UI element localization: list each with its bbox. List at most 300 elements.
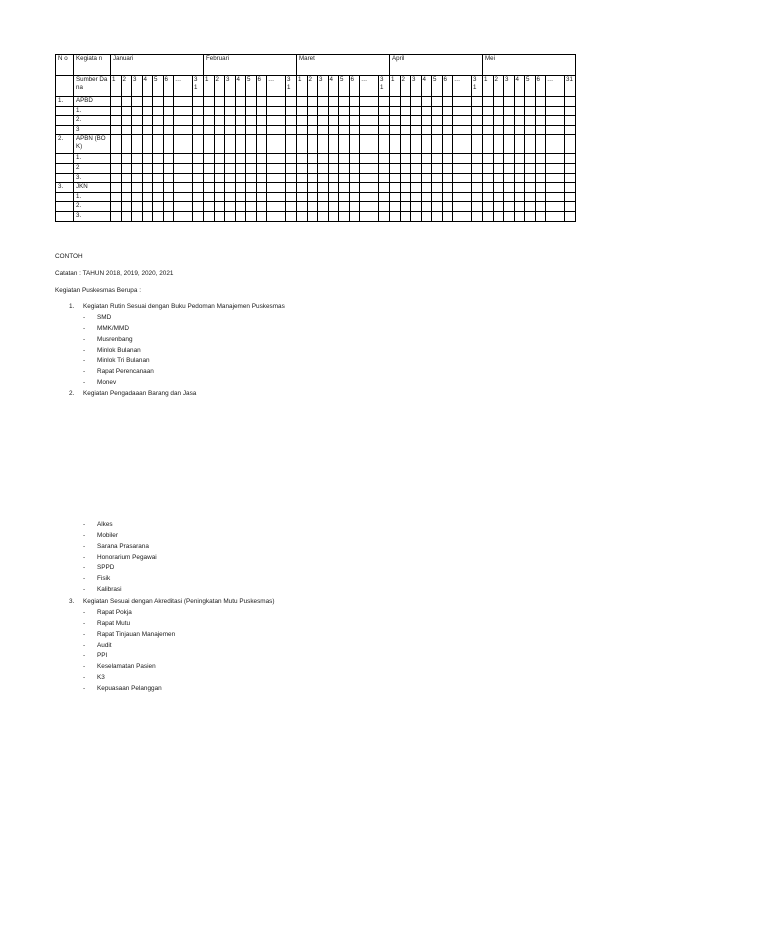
schedule-cell xyxy=(286,173,297,183)
schedule-cell xyxy=(442,163,453,173)
schedule-cell xyxy=(297,183,308,193)
schedule-cell xyxy=(525,116,536,126)
schedule-cell xyxy=(256,202,267,212)
schedule-cell xyxy=(121,106,132,116)
schedule-cell xyxy=(360,202,379,212)
schedule-cell xyxy=(307,97,318,107)
schedule-cell xyxy=(256,192,267,202)
schedule-cell xyxy=(142,97,153,107)
schedule-cell xyxy=(235,116,246,126)
schedule-cell xyxy=(483,125,494,135)
schedule-cell xyxy=(453,116,472,126)
schedule-cell xyxy=(193,97,204,107)
schedule-cell xyxy=(504,97,515,107)
day-cell: 4 xyxy=(421,76,432,97)
day-cell: 4 xyxy=(328,76,339,97)
schedule-cell xyxy=(360,125,379,135)
schedule-cell xyxy=(214,125,225,135)
schedule-cell xyxy=(318,125,329,135)
schedule-cell xyxy=(349,125,360,135)
schedule-cell xyxy=(411,192,422,202)
row-number: 2. xyxy=(56,135,74,154)
schedule-cell xyxy=(297,116,308,126)
schedule-cell xyxy=(432,202,443,212)
schedule-cell xyxy=(360,116,379,126)
schedule-cell xyxy=(565,125,576,135)
schedule-cell xyxy=(349,173,360,183)
schedule-cell xyxy=(472,106,483,116)
schedule-cell xyxy=(432,211,443,221)
schedule-cell xyxy=(493,97,504,107)
section-3-number: 3. xyxy=(69,598,75,605)
schedule-cell xyxy=(525,173,536,183)
day-cell: 2 xyxy=(307,76,318,97)
table-row xyxy=(56,192,576,202)
schedule-cell xyxy=(453,135,472,154)
schedule-cell xyxy=(379,116,390,126)
schedule-cell xyxy=(174,97,193,107)
schedule-cell xyxy=(225,192,236,202)
schedule-cell xyxy=(493,135,504,154)
row-label: 1. xyxy=(74,192,111,202)
schedule-cell xyxy=(514,135,525,154)
schedule-cell xyxy=(256,163,267,173)
schedule-cell xyxy=(318,163,329,173)
day-cell: 6 xyxy=(349,76,360,97)
day-cell: 2 xyxy=(121,76,132,97)
schedule-cell xyxy=(360,192,379,202)
day-cell: … xyxy=(453,76,472,97)
dash-bullet: - xyxy=(83,357,86,365)
schedule-cell xyxy=(432,183,443,193)
schedule-cell xyxy=(307,173,318,183)
section-1-heading xyxy=(69,302,285,313)
schedule-cell xyxy=(267,106,286,116)
schedule-cell xyxy=(546,154,565,164)
schedule-cell xyxy=(442,183,453,193)
schedule-cell xyxy=(525,135,536,154)
month-header-januari: Januari xyxy=(111,55,204,76)
schedule-cell xyxy=(286,135,297,154)
schedule-cell xyxy=(483,173,494,183)
schedule-cell xyxy=(142,163,153,173)
list-item xyxy=(83,520,157,531)
schedule-cell xyxy=(390,135,401,154)
schedule-cell xyxy=(256,116,267,126)
schedule-cell xyxy=(153,125,164,135)
schedule-cell xyxy=(286,125,297,135)
schedule-cell xyxy=(214,97,225,107)
schedule-cell xyxy=(132,135,143,154)
schedule-cell xyxy=(174,192,193,202)
schedule-cell xyxy=(390,154,401,164)
schedule-cell xyxy=(193,116,204,126)
schedule-cell xyxy=(349,154,360,164)
schedule-cell xyxy=(225,116,236,126)
schedule-cell xyxy=(286,154,297,164)
schedule-cell xyxy=(235,173,246,183)
schedule-cell xyxy=(328,173,339,183)
schedule-cell xyxy=(421,135,432,154)
month-header-april: April xyxy=(390,55,483,76)
row-number: 3. xyxy=(56,183,74,193)
table-row xyxy=(56,154,576,164)
row-label: APBD xyxy=(74,97,111,107)
schedule-cell xyxy=(163,202,174,212)
schedule-cell xyxy=(400,116,411,126)
schedule-cell xyxy=(514,211,525,221)
dash-bullet: - xyxy=(83,324,86,332)
schedule-cell xyxy=(214,211,225,221)
schedule-cell xyxy=(411,183,422,193)
dash-bullet: - xyxy=(83,684,86,692)
schedule-cell xyxy=(286,106,297,116)
schedule-cell xyxy=(339,106,350,116)
schedule-cell xyxy=(235,97,246,107)
schedule-cell xyxy=(472,97,483,107)
list-item-text: Kalibrasi xyxy=(97,586,122,594)
schedule-cell xyxy=(360,173,379,183)
schedule-cell xyxy=(225,163,236,173)
schedule-cell xyxy=(546,173,565,183)
table-row xyxy=(56,163,576,173)
schedule-cell xyxy=(204,163,215,173)
day-cell: 3 xyxy=(132,76,143,97)
list-item-text: Honorarium Pegawai xyxy=(97,553,157,561)
schedule-cell xyxy=(411,163,422,173)
schedule-cell xyxy=(267,183,286,193)
schedule-cell xyxy=(225,202,236,212)
row-label: 1. xyxy=(74,106,111,116)
schedule-cell xyxy=(546,183,565,193)
schedule-cell xyxy=(225,173,236,183)
schedule-cell xyxy=(379,106,390,116)
schedule-cell xyxy=(339,163,350,173)
schedule-cell xyxy=(535,202,546,212)
schedule-cell xyxy=(546,211,565,221)
schedule-cell xyxy=(297,106,308,116)
day-cell: 3 1 xyxy=(286,76,297,97)
schedule-cell xyxy=(525,97,536,107)
schedule-cell xyxy=(504,202,515,212)
dash-bullet: - xyxy=(83,531,86,539)
schedule-cell xyxy=(483,97,494,107)
section-2-number: 2. xyxy=(69,390,75,397)
schedule-cell xyxy=(565,135,576,154)
schedule-cell xyxy=(142,202,153,212)
day-cell: 3 1 xyxy=(379,76,390,97)
schedule-cell xyxy=(174,154,193,164)
schedule-cell xyxy=(514,192,525,202)
schedule-cell xyxy=(214,202,225,212)
schedule-cell xyxy=(246,116,257,126)
schedule-cell xyxy=(360,183,379,193)
schedule-cell xyxy=(390,163,401,173)
day-cell: 2 xyxy=(214,76,225,97)
schedule-cell xyxy=(360,154,379,164)
schedule-cell xyxy=(360,135,379,154)
schedule-cell xyxy=(267,97,286,107)
schedule-cell xyxy=(142,135,153,154)
schedule-cell xyxy=(297,125,308,135)
schedule-cell xyxy=(111,125,122,135)
schedule-cell xyxy=(225,183,236,193)
schedule-cell xyxy=(142,116,153,126)
schedule-cell xyxy=(256,173,267,183)
schedule-cell xyxy=(214,192,225,202)
section-3-heading xyxy=(69,597,275,608)
schedule-cell xyxy=(453,211,472,221)
schedule-cell xyxy=(400,173,411,183)
schedule-cell xyxy=(163,192,174,202)
header-kegiatan: Kegiata n xyxy=(74,55,111,76)
schedule-cell xyxy=(349,163,360,173)
dash-bullet: - xyxy=(83,674,86,682)
schedule-cell xyxy=(483,106,494,116)
schedule-cell xyxy=(421,211,432,221)
schedule-cell xyxy=(235,135,246,154)
schedule-cell xyxy=(514,125,525,135)
section-3-items xyxy=(83,608,176,695)
schedule-cell xyxy=(267,202,286,212)
schedule-cell xyxy=(267,211,286,221)
day-cell: 6 xyxy=(256,76,267,97)
schedule-cell xyxy=(483,202,494,212)
schedule-cell xyxy=(174,202,193,212)
schedule-cell xyxy=(379,97,390,107)
schedule-cell xyxy=(504,173,515,183)
schedule-cell xyxy=(483,135,494,154)
schedule-cell xyxy=(286,116,297,126)
schedule-cell xyxy=(535,211,546,221)
schedule-cell xyxy=(267,116,286,126)
schedule-cell xyxy=(504,135,515,154)
schedule-cell xyxy=(256,97,267,107)
schedule-cell xyxy=(535,106,546,116)
schedule-cell xyxy=(339,192,350,202)
row-number xyxy=(56,173,74,183)
list-item-text: Audit xyxy=(97,641,112,649)
schedule-cell xyxy=(246,163,257,173)
schedule-cell xyxy=(286,97,297,107)
schedule-cell xyxy=(421,183,432,193)
row-number xyxy=(56,106,74,116)
schedule-cell xyxy=(214,173,225,183)
schedule-cell xyxy=(256,211,267,221)
schedule-cell xyxy=(349,116,360,126)
schedule-cell xyxy=(163,154,174,164)
row-label: 2. xyxy=(74,116,111,126)
schedule-cell xyxy=(214,154,225,164)
schedule-cell xyxy=(504,211,515,221)
list-item-text: Sarana Prasarana xyxy=(97,542,149,550)
schedule-cell xyxy=(246,106,257,116)
row-label: 3. xyxy=(74,173,111,183)
dash-bullet: - xyxy=(83,652,86,660)
day-cell: 31 xyxy=(565,76,576,97)
list-item-text: Rapat Perencanaan xyxy=(97,368,154,376)
schedule-cell xyxy=(483,163,494,173)
list-item-text: PPI xyxy=(97,652,108,660)
schedule-cell xyxy=(514,116,525,126)
list-item-text: Rapat Mutu xyxy=(97,619,131,627)
day-cell: 5 xyxy=(339,76,350,97)
section-2 xyxy=(69,389,197,400)
schedule-cell xyxy=(204,135,215,154)
list-item-text: K3 xyxy=(97,674,105,682)
schedule-cell xyxy=(318,202,329,212)
schedule-cell xyxy=(514,163,525,173)
schedule-cell xyxy=(153,202,164,212)
schedule-cell xyxy=(174,106,193,116)
dash-bullet: - xyxy=(83,314,86,321)
schedule-cell xyxy=(565,97,576,107)
schedule-cell xyxy=(132,106,143,116)
schedule-cell xyxy=(514,183,525,193)
schedule-cell xyxy=(432,192,443,202)
schedule-cell xyxy=(514,173,525,183)
schedule-cell xyxy=(360,106,379,116)
day-cell: 3 xyxy=(318,76,329,97)
schedule-cell xyxy=(546,163,565,173)
schedule-cell xyxy=(267,125,286,135)
table-row xyxy=(56,135,576,154)
schedule-cell xyxy=(193,211,204,221)
row-label: 2. xyxy=(74,202,111,212)
schedule-cell xyxy=(525,211,536,221)
schedule-cell xyxy=(163,135,174,154)
schedule-cell xyxy=(339,125,350,135)
day-cell: 1 xyxy=(390,76,401,97)
day-cell: 6 xyxy=(442,76,453,97)
schedule-cell xyxy=(483,211,494,221)
dash-bullet: - xyxy=(83,564,86,572)
schedule-cell xyxy=(328,183,339,193)
schedule-cell xyxy=(535,97,546,107)
list-item xyxy=(83,313,154,324)
schedule-cell xyxy=(307,106,318,116)
schedule-cell xyxy=(525,125,536,135)
list-item xyxy=(83,367,154,378)
dash-bullet: - xyxy=(83,663,86,671)
schedule-cell xyxy=(267,135,286,154)
schedule-cell xyxy=(525,183,536,193)
schedule-cell xyxy=(390,116,401,126)
schedule-cell xyxy=(565,116,576,126)
list-item xyxy=(83,553,157,564)
schedule-cell xyxy=(472,192,483,202)
schedule-cell xyxy=(297,173,308,183)
schedule-cell xyxy=(421,192,432,202)
schedule-cell xyxy=(504,154,515,164)
schedule-cell xyxy=(174,125,193,135)
schedule-cell xyxy=(132,211,143,221)
schedule-table xyxy=(55,54,576,222)
schedule-cell xyxy=(339,173,350,183)
schedule-cell xyxy=(379,211,390,221)
schedule-cell xyxy=(472,183,483,193)
schedule-cell xyxy=(525,202,536,212)
schedule-cell xyxy=(472,211,483,221)
schedule-cell xyxy=(307,192,318,202)
day-cell: 3 xyxy=(411,76,422,97)
schedule-cell xyxy=(318,97,329,107)
schedule-cell xyxy=(565,192,576,202)
schedule-cell xyxy=(390,183,401,193)
schedule-cell xyxy=(379,183,390,193)
schedule-cell xyxy=(421,116,432,126)
schedule-cell xyxy=(328,97,339,107)
schedule-cell xyxy=(400,183,411,193)
schedule-cell xyxy=(525,106,536,116)
schedule-cell xyxy=(453,173,472,183)
section-2-title: Kegiatan Pengadaaan Barang dan Jasa xyxy=(83,390,197,397)
day-cell: 6 xyxy=(535,76,546,97)
schedule-cell xyxy=(565,183,576,193)
schedule-cell xyxy=(504,106,515,116)
schedule-cell xyxy=(204,173,215,183)
schedule-cell xyxy=(214,116,225,126)
schedule-cell xyxy=(546,192,565,202)
schedule-cell xyxy=(132,163,143,173)
schedule-cell xyxy=(121,125,132,135)
list-item xyxy=(83,641,175,652)
list-item-text: Kepuasaan Pelanggan xyxy=(97,684,162,692)
schedule-cell xyxy=(142,154,153,164)
schedule-cell xyxy=(390,125,401,135)
day-cell: 1 xyxy=(204,76,215,97)
schedule-cell xyxy=(442,211,453,221)
day-cell: 6 xyxy=(163,76,174,97)
schedule-cell xyxy=(121,202,132,212)
schedule-cell xyxy=(297,154,308,164)
day-cell: 3 xyxy=(225,76,236,97)
schedule-cell xyxy=(235,202,246,212)
schedule-cell xyxy=(565,106,576,116)
schedule-cell xyxy=(132,183,143,193)
schedule-cell xyxy=(121,116,132,126)
schedule-cell xyxy=(565,202,576,212)
days-row xyxy=(56,76,576,97)
day-cell: … xyxy=(267,76,286,97)
table-row xyxy=(56,202,576,212)
schedule-cell xyxy=(493,183,504,193)
day-cell: 2 xyxy=(400,76,411,97)
schedule-cell xyxy=(246,173,257,183)
schedule-cell xyxy=(121,192,132,202)
schedule-cell xyxy=(379,125,390,135)
schedule-cell xyxy=(483,116,494,126)
schedule-cell xyxy=(153,97,164,107)
schedule-cell xyxy=(318,173,329,183)
schedule-cell xyxy=(472,202,483,212)
schedule-cell xyxy=(121,173,132,183)
schedule-cell xyxy=(193,173,204,183)
schedule-cell xyxy=(307,154,318,164)
schedule-cell xyxy=(442,125,453,135)
schedule-cell xyxy=(453,106,472,116)
schedule-cell xyxy=(493,125,504,135)
schedule-cell xyxy=(225,154,236,164)
list-item xyxy=(83,662,175,673)
dash-bullet: - xyxy=(83,630,86,638)
schedule-cell xyxy=(163,97,174,107)
dash-bullet: - xyxy=(83,609,86,616)
dash-bullet: - xyxy=(83,586,86,594)
row-label: 2 xyxy=(74,163,111,173)
section-2-heading xyxy=(69,389,197,400)
schedule-cell xyxy=(235,192,246,202)
